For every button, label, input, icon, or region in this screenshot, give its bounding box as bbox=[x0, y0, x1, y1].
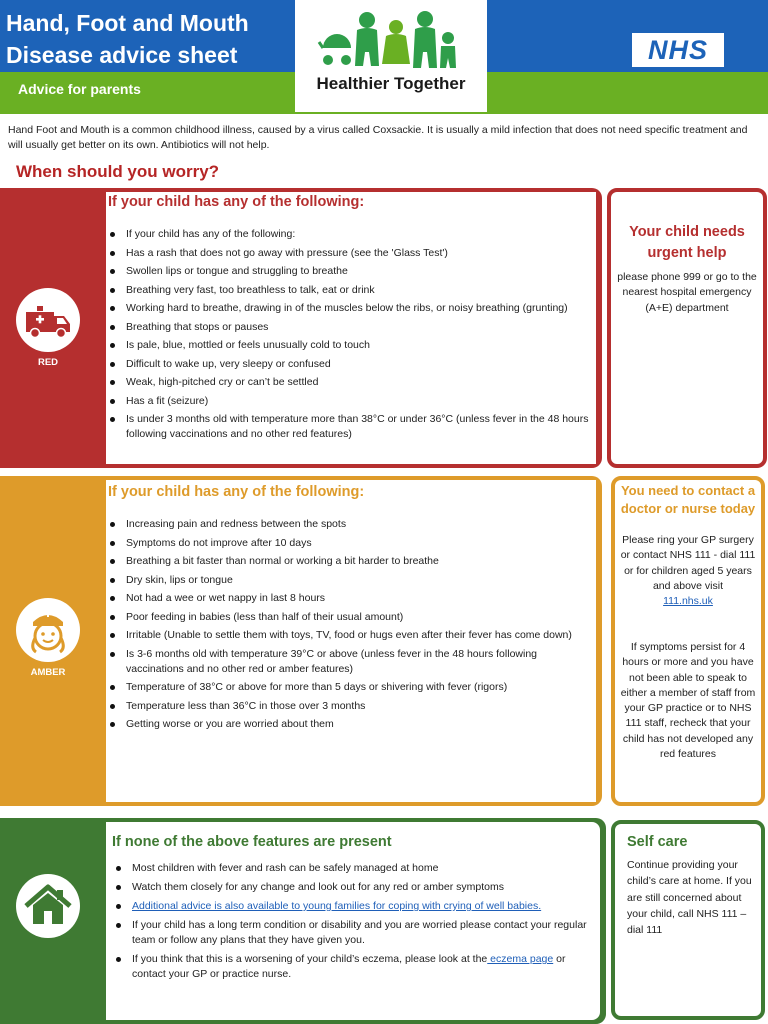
amber-action-text-2: If symptoms persist for 4 hours or more and you have not been able to speak to either a member of staff from your GP practice or to NHS 111 staff, recheck that your child has not developed any red features bbox=[620, 641, 756, 761]
list-item: Breathing a bit faster than normal or working a bit harder to breathe bbox=[108, 554, 590, 569]
list-item bbox=[114, 952, 592, 982]
list-item: Most children with fever and rash can be safely managed at home bbox=[114, 861, 592, 876]
list-item: Breathing that stops or pauses bbox=[108, 320, 590, 335]
list-item bbox=[114, 899, 592, 914]
house-icon bbox=[16, 874, 80, 938]
intro-paragraph: Hand Foot and Mouth is a common childhood illness, caused by a virus called Coxsackie. It is usually a mild infection that does not need specific treatment and will usually get better on its own. Antibiotics will not help. bbox=[8, 124, 748, 151]
crying-advice-link[interactable]: Additional advice is also available to young families for coping with crying of well babies. bbox=[132, 900, 542, 912]
nhs-111-link[interactable]: 111.nhs.uk bbox=[663, 595, 713, 608]
list-item: Is under 3 months old with temperature more than 38°C or under 36°C (unless fever in the 48 hours following vaccinations and no other red features) bbox=[108, 412, 590, 442]
list-item: If your child has a long term condition or disability and you are worried please contact your regular team or follow any plans that they have given you. bbox=[114, 918, 592, 948]
red-label: RED bbox=[37, 357, 59, 368]
red-action-heading: Your child needs urgent help bbox=[629, 224, 745, 261]
list-item: Difficult to wake up, very sleepy or confused bbox=[108, 357, 590, 372]
green-action-text: Continue providing your child’s care at home. If you are still concerned about your child, call NHS 111 – dial 111 bbox=[627, 859, 752, 937]
amber-action-text: Please ring your GP surgery or contact NHS 111 - dial 111 or for children aged 5 years and above visit bbox=[620, 534, 756, 592]
family-icon bbox=[295, 0, 487, 74]
title-line-2: Disease advice sheet bbox=[6, 42, 238, 68]
list-item: Watch them closely for any change and look out for any red or amber symptoms bbox=[114, 880, 592, 895]
eczema-text-end: or contact your GP or practice nurse. bbox=[132, 953, 566, 980]
list-item: Is pale, blue, mottled or feels unusually cold to touch bbox=[108, 338, 590, 353]
red-heading: If your child has any of the following: bbox=[108, 194, 365, 210]
eczema-page-link[interactable]: eczema page bbox=[487, 953, 554, 965]
eczema-text: If you think that this is a worsening of your child’s eczema, please look at the bbox=[132, 953, 488, 965]
red-action-text: please phone 999 or go to the nearest hospital emergency (A+E) department bbox=[617, 271, 757, 314]
nurse-icon bbox=[16, 598, 80, 662]
list-item: Has a rash that does not go away with pressure (see the 'Glass Test') bbox=[108, 246, 590, 261]
list-item: Poor feeding in babies (less than half of their usual amount) bbox=[108, 610, 590, 625]
green-heading: If none of the above features are present bbox=[112, 834, 392, 850]
list-item: Is 3-6 months old with temperature 39°C or above (unless fever in the 48 hours following vaccinations and no other red or amber features) bbox=[108, 647, 590, 677]
list-item: Getting worse or you are worried about them bbox=[108, 717, 590, 732]
amber-symptom-list bbox=[108, 517, 590, 736]
list-item: Temperature of 38°C or above for more than 5 days or shivering with fever (rigors) bbox=[108, 680, 590, 695]
amber-action-text-1 bbox=[617, 533, 759, 609]
list-item: Irritable (Unable to settle them with toys, TV, food or hugs even after their fever has come down) bbox=[108, 628, 590, 643]
title-line-1: Hand, Foot and Mouth bbox=[6, 10, 249, 36]
amber-heading: If your child has any of the following: bbox=[108, 484, 365, 500]
list-item: Dry skin, lips or tongue bbox=[108, 573, 590, 588]
self-care-list bbox=[114, 861, 592, 986]
nhs-logo: NHS bbox=[632, 33, 724, 67]
amber-action-heading: You need to contact a doctor or nurse today bbox=[620, 483, 756, 516]
logo-caption: Healthier Together bbox=[316, 74, 466, 93]
list-item: Symptoms do not improve after 10 days bbox=[108, 536, 590, 551]
amber-label: AMBER bbox=[30, 667, 66, 678]
green-action-heading: Self care bbox=[627, 834, 688, 850]
list-item: Breathing very fast, too breathless to talk, eat or drink bbox=[108, 283, 590, 298]
list-item: Has a fit (seizure) bbox=[108, 394, 590, 409]
healthier-together-logo bbox=[295, 0, 487, 112]
red-symptom-list bbox=[108, 227, 590, 446]
list-item: Working hard to breathe, drawing in of the muscles below the ribs, or noisy breathing (grunting) bbox=[108, 301, 590, 316]
list-item: Weak, high-pitched cry or can’t be settled bbox=[108, 375, 590, 390]
list-item: Temperature less than 36°C in those over 3 months bbox=[108, 699, 590, 714]
ambulance-icon bbox=[16, 288, 80, 352]
page-title bbox=[6, 7, 296, 71]
section-heading-worry: When should you worry? bbox=[16, 162, 220, 181]
list-item: Swollen lips or tongue and struggling to breathe bbox=[108, 264, 590, 279]
list-item: If your child has any of the following: bbox=[108, 227, 590, 242]
page-subtitle: Advice for parents bbox=[18, 81, 141, 97]
list-item: Not had a wee or wet nappy in last 8 hours bbox=[108, 591, 590, 606]
list-item: Increasing pain and redness between the spots bbox=[108, 517, 590, 532]
